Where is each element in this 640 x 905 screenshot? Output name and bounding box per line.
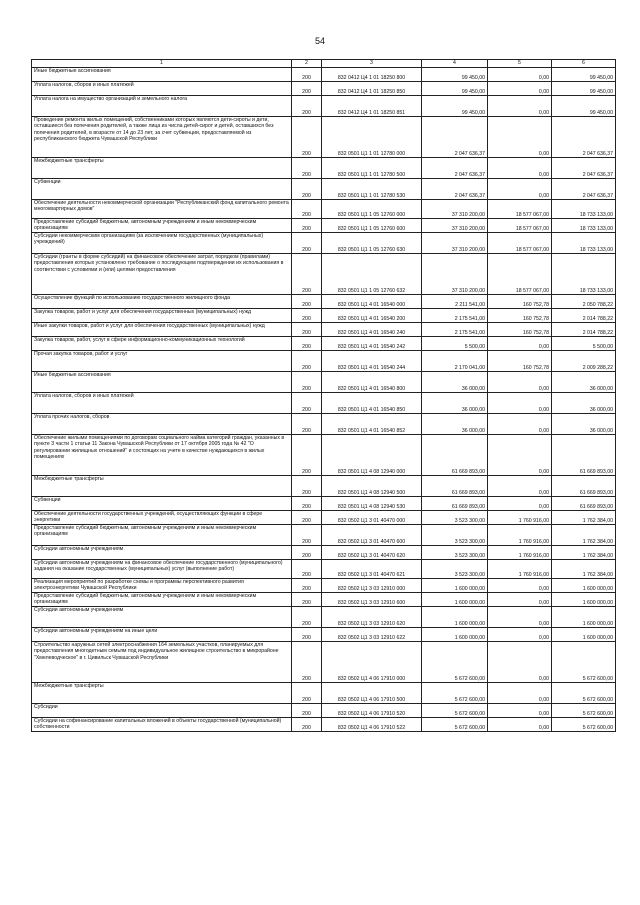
row-amount-col6: 61 669 893,00	[552, 497, 616, 511]
row-amount-col6: 1 762 384,00	[552, 511, 616, 525]
row-amount-col6: 36 000,00	[552, 393, 616, 414]
row-amount-col4: 61 669 893,00	[422, 497, 488, 511]
page-number: 54	[314, 36, 325, 46]
table-row	[32, 372, 616, 393]
row-code: 832 0501 Ц1 4 01 16540 242	[322, 337, 422, 351]
row-code: 832 0501 Ц1 4 01 16540 000	[322, 295, 422, 309]
row-amount-col5: 0,00	[488, 158, 552, 179]
row-amount-col4: 99 450,00	[422, 96, 488, 117]
table-row	[32, 560, 616, 579]
row-amount-col6: 61 669 893,00	[552, 435, 616, 476]
row-amount-col5: 1 760 916,00	[488, 546, 552, 560]
row-column-2: 200	[292, 323, 322, 337]
row-description: Межбюджетные трансферты	[32, 158, 292, 179]
row-description: Субсидии автономным учреждениям на финансовое обеспечение государственного (муниципального) задания на оказание государственных (муниципальных) услуг (выполнение работ)	[32, 560, 292, 579]
row-description: Уплата налогов, сборов и иных платежей	[32, 393, 292, 414]
row-amount-col4: 5 672 600,00	[422, 704, 488, 718]
row-column-2: 200	[292, 309, 322, 323]
row-amount-col5: 0,00	[488, 497, 552, 511]
row-amount-col4: 99 450,00	[422, 82, 488, 96]
row-amount-col4: 2 175 541,00	[422, 309, 488, 323]
row-amount-col6: 36 000,00	[552, 372, 616, 393]
row-description: Субвенции	[32, 179, 292, 200]
row-amount-col6: 1 762 384,00	[552, 525, 616, 546]
row-amount-col5: 0,00	[488, 683, 552, 704]
row-amount-col4: 2 211 541,00	[422, 295, 488, 309]
table-body	[32, 68, 616, 732]
row-amount-col4: 36 000,00	[422, 393, 488, 414]
row-description: Проведение ремонта жилых помещений, собственниками которых являются дети-сироты и дети, оставшиеся без попечения родителей, а также лица из числа детей-сирот и детей, оставшихся без попечения родителей, в возрасте от 14 до 23 лет, за счет субвенции, предоставляемой из республиканского бюджета Чувашской Республики	[32, 117, 292, 158]
row-code: 832 0502 Ц1 3 03 12910 600	[322, 593, 422, 607]
row-amount-col6: 18 733 133,00	[552, 219, 616, 233]
row-column-2: 200	[292, 200, 322, 219]
table-row	[32, 593, 616, 607]
row-code: 832 0501 Ц1 4 01 16540 800	[322, 372, 422, 393]
row-amount-col5: 0,00	[488, 96, 552, 117]
row-code: 832 0501 Ц1 4 08 12940 000	[322, 435, 422, 476]
row-description: Обеспечение деятельности некоммерческой организации "Республиканский фонд капитального ремонта многоквартирных домов"	[32, 200, 292, 219]
row-column-2: 200	[292, 704, 322, 718]
row-amount-col4: 37 310 200,00	[422, 254, 488, 295]
table-row	[32, 179, 616, 200]
row-amount-col5: 18 577 067,00	[488, 219, 552, 233]
row-column-2: 200	[292, 607, 322, 628]
row-description: Прочая закупка товаров, работ и услуг	[32, 351, 292, 372]
row-amount-col4: 36 000,00	[422, 414, 488, 435]
table-row	[32, 683, 616, 704]
row-amount-col4: 36 000,00	[422, 372, 488, 393]
row-amount-col4: 2 047 636,37	[422, 158, 488, 179]
row-amount-col5: 160 752,78	[488, 295, 552, 309]
row-amount-col5: 1 760 916,00	[488, 560, 552, 579]
row-amount-col6: 99 450,00	[552, 96, 616, 117]
row-amount-col4: 37 310 200,00	[422, 219, 488, 233]
table-row	[32, 82, 616, 96]
row-amount-col6: 1 600 000,00	[552, 579, 616, 593]
row-amount-col4: 1 600 000,00	[422, 593, 488, 607]
row-code: 832 0502 Ц1 4 06 17910 522	[322, 718, 422, 732]
row-code: 832 0501 Ц1 1 05 12760 600	[322, 219, 422, 233]
row-column-2: 200	[292, 546, 322, 560]
row-code: 832 0501 Ц1 1 05 12760 632	[322, 254, 422, 295]
row-description: Реализация мероприятий по разработке схемы и программы перспективного развития электроэнергетики Чувашской Республики	[32, 579, 292, 593]
row-description: Закупка товаров, работ, услуг в сфере информационно-коммуникационных технологий	[32, 337, 292, 351]
row-amount-col4: 5 500,00	[422, 337, 488, 351]
table-row	[32, 414, 616, 435]
row-column-2: 200	[292, 642, 322, 683]
row-column-2: 200	[292, 233, 322, 254]
row-amount-col4: 1 600 000,00	[422, 607, 488, 628]
row-description: Осуществление функций по использованию государственного жилищного фонда	[32, 295, 292, 309]
row-code: 832 0412 Ц4 1 01 18250 850	[322, 82, 422, 96]
row-code: 832 0501 Ц1 1 01 12780 500	[322, 158, 422, 179]
table-row	[32, 642, 616, 683]
row-amount-col5: 0,00	[488, 642, 552, 683]
row-amount-col6: 5 672 600,00	[552, 704, 616, 718]
row-amount-col5: 0,00	[488, 593, 552, 607]
table-row	[32, 718, 616, 732]
row-amount-col6: 18 733 133,00	[552, 254, 616, 295]
row-amount-col4: 5 672 600,00	[422, 642, 488, 683]
row-amount-col5: 18 577 067,00	[488, 200, 552, 219]
row-amount-col6: 2 009 288,22	[552, 351, 616, 372]
row-amount-col6: 99 450,00	[552, 82, 616, 96]
table-header	[32, 60, 616, 68]
row-column-2: 200	[292, 351, 322, 372]
row-description: Иные бюджетные ассигнования	[32, 372, 292, 393]
table-row	[32, 254, 616, 295]
row-code: 832 0501 Ц1 4 01 16540 850	[322, 393, 422, 414]
row-column-2: 200	[292, 158, 322, 179]
row-column-2: 200	[292, 476, 322, 497]
row-code: 832 0502 Ц1 3 03 12910 622	[322, 628, 422, 642]
row-amount-col5: 1 760 916,00	[488, 511, 552, 525]
row-amount-col6: 2 047 636,37	[552, 158, 616, 179]
row-column-2: 200	[292, 560, 322, 579]
table-row	[32, 309, 616, 323]
row-amount-col5: 0,00	[488, 82, 552, 96]
row-amount-col4: 3 523 300,00	[422, 511, 488, 525]
row-amount-col5: 0,00	[488, 628, 552, 642]
row-amount-col4: 1 600 000,00	[422, 579, 488, 593]
column-header-3: 3	[322, 60, 422, 68]
row-description: Иные закупки товаров, работ и услуг для обеспечения государственных (муниципальных) нужд	[32, 323, 292, 337]
row-description: Субсидии автономным учреждениям	[32, 607, 292, 628]
row-description: Уплата налогов, сборов и иных платежей	[32, 82, 292, 96]
row-column-2: 200	[292, 82, 322, 96]
table-row	[32, 158, 616, 179]
budget-table	[31, 59, 616, 732]
row-amount-col4: 2 047 636,37	[422, 179, 488, 200]
table-row	[32, 219, 616, 233]
row-code: 832 0502 Ц1 4 06 17910 000	[322, 642, 422, 683]
row-amount-col6: 2 047 636,37	[552, 179, 616, 200]
row-amount-col5: 0,00	[488, 718, 552, 732]
row-amount-col6: 1 600 000,00	[552, 628, 616, 642]
row-amount-col5: 160 752,78	[488, 351, 552, 372]
row-description: Обеспечение жилыми помещениями по договорам социального найма категорий граждан, указанных в пункте 3 части 1 статьи 11 Закона Чувашской Республики от 17 октября 2005 года № 42 "О регулировании жилищных отношений" и состоящих на учете в качестве нуждающихся в жилых помещениях	[32, 435, 292, 476]
row-amount-col4: 2 170 041,00	[422, 351, 488, 372]
row-column-2: 200	[292, 593, 322, 607]
row-amount-col6: 18 733 133,00	[552, 233, 616, 254]
row-amount-col5: 0,00	[488, 393, 552, 414]
row-amount-col5: 0,00	[488, 435, 552, 476]
row-code: 832 0501 Ц1 1 01 12780 530	[322, 179, 422, 200]
row-amount-col6: 61 669 893,00	[552, 476, 616, 497]
row-amount-col4: 61 669 893,00	[422, 476, 488, 497]
row-code: 832 0502 Ц1 4 06 17910 500	[322, 683, 422, 704]
row-code: 832 0501 Ц1 1 05 12760 000	[322, 200, 422, 219]
row-amount-col5: 18 577 067,00	[488, 254, 552, 295]
row-code: 832 0412 Ц4 1 01 18250 800	[322, 68, 422, 82]
row-code: 832 0501 Ц1 4 01 16540 852	[322, 414, 422, 435]
column-header-6: 6	[552, 60, 616, 68]
row-column-2: 200	[292, 435, 322, 476]
row-description: Предоставление субсидий бюджетным, автономным учреждениям и иным некоммерческим организациям	[32, 593, 292, 607]
row-column-2: 200	[292, 525, 322, 546]
column-header-2: 2	[292, 60, 322, 68]
row-amount-col4: 3 523 300,00	[422, 560, 488, 579]
row-column-2: 200	[292, 96, 322, 117]
row-column-2: 200	[292, 337, 322, 351]
row-amount-col6: 2 050 788,22	[552, 295, 616, 309]
row-description: Субсидии некоммерческим организациям (за исключением государственных (муниципальных) учреждений)	[32, 233, 292, 254]
table-row	[32, 68, 616, 82]
table-row	[32, 393, 616, 414]
table-row	[32, 525, 616, 546]
row-amount-col5: 0,00	[488, 579, 552, 593]
row-column-2: 200	[292, 628, 322, 642]
row-amount-col4: 1 600 000,00	[422, 628, 488, 642]
table-row	[32, 337, 616, 351]
row-amount-col6: 99 450,00	[552, 68, 616, 82]
row-code: 832 0501 Ц1 4 01 16540 240	[322, 323, 422, 337]
table-row	[32, 546, 616, 560]
row-amount-col6: 5 672 600,00	[552, 683, 616, 704]
table-row	[32, 117, 616, 158]
row-amount-col4: 2 047 636,37	[422, 117, 488, 158]
row-code: 832 0501 Ц1 4 01 16540 200	[322, 309, 422, 323]
row-amount-col6: 1 762 384,00	[552, 546, 616, 560]
row-code: 832 0501 Ц1 4 08 12940 530	[322, 497, 422, 511]
row-description: Межбюджетные трансферты	[32, 683, 292, 704]
table-row	[32, 233, 616, 254]
table-row	[32, 497, 616, 511]
row-description: Субсидии автономным учреждениям на иные цели	[32, 628, 292, 642]
column-header-1: 1	[32, 60, 292, 68]
row-description: Субвенции	[32, 497, 292, 511]
row-amount-col6: 18 733 133,00	[552, 200, 616, 219]
row-description: Субсидии (гранты в форме субсидий) на финансовое обеспечение затрат, порядком (правилами) предоставления которых установлено требование о последующем подтверждении их использования в соответствии с условиями и (или) целями предоставления	[32, 254, 292, 295]
row-column-2: 200	[292, 295, 322, 309]
row-description: Обеспечение деятельности государственных учреждений, осуществляющих функции в сфере энергетики	[32, 511, 292, 525]
row-column-2: 200	[292, 579, 322, 593]
row-column-2: 200	[292, 372, 322, 393]
table-row	[32, 511, 616, 525]
row-column-2: 200	[292, 117, 322, 158]
row-amount-col6: 1 600 000,00	[552, 607, 616, 628]
row-amount-col4: 5 672 600,00	[422, 683, 488, 704]
row-description: Субсидии на софинансирование капитальных вложений в объекты государственной (муниципальной) собственности	[32, 718, 292, 732]
row-amount-col5: 0,00	[488, 337, 552, 351]
row-code: 832 0502 Ц1 3 01 40470 600	[322, 525, 422, 546]
row-amount-col4: 3 523 300,00	[422, 546, 488, 560]
row-code: 832 0501 Ц1 4 08 12940 500	[322, 476, 422, 497]
row-amount-col5: 0,00	[488, 179, 552, 200]
row-amount-col5: 0,00	[488, 68, 552, 82]
row-amount-col4: 99 450,00	[422, 68, 488, 82]
row-amount-col5: 0,00	[488, 117, 552, 158]
row-amount-col6: 1 762 384,00	[552, 560, 616, 579]
table-row	[32, 295, 616, 309]
table-row	[32, 476, 616, 497]
row-description: Субсидии	[32, 704, 292, 718]
row-code: 832 0502 Ц1 3 03 12910 000	[322, 579, 422, 593]
table-row	[32, 351, 616, 372]
row-column-2: 200	[292, 219, 322, 233]
row-amount-col4: 61 669 893,00	[422, 435, 488, 476]
row-amount-col5: 160 752,78	[488, 309, 552, 323]
row-description: Субсидии автономным учреждениям	[32, 546, 292, 560]
row-code: 832 0502 Ц1 3 01 40470 621	[322, 560, 422, 579]
row-code: 832 0502 Ц1 3 01 40470 620	[322, 546, 422, 560]
row-code: 832 0502 Ц1 4 06 17910 520	[322, 704, 422, 718]
table-row	[32, 579, 616, 593]
table-row	[32, 704, 616, 718]
row-amount-col4: 2 175 541,00	[422, 323, 488, 337]
row-column-2: 200	[292, 68, 322, 82]
row-amount-col6: 5 672 600,00	[552, 718, 616, 732]
row-column-2: 200	[292, 718, 322, 732]
table-row	[32, 435, 616, 476]
row-column-2: 200	[292, 511, 322, 525]
row-amount-col6: 5 672 600,00	[552, 642, 616, 683]
row-description: Уплата прочих налогов, сборов	[32, 414, 292, 435]
row-amount-col6: 2 047 636,37	[552, 117, 616, 158]
row-description: Иные бюджетные ассигнования	[32, 68, 292, 82]
row-description: Межбюджетные трансферты	[32, 476, 292, 497]
row-code: 832 0502 Ц1 3 03 12910 620	[322, 607, 422, 628]
row-amount-col5: 0,00	[488, 476, 552, 497]
row-column-2: 200	[292, 393, 322, 414]
row-amount-col4: 3 523 300,00	[422, 525, 488, 546]
row-code: 832 0501 Ц1 4 01 16540 244	[322, 351, 422, 372]
table-row	[32, 628, 616, 642]
row-amount-col6: 1 600 000,00	[552, 593, 616, 607]
row-amount-col5: 0,00	[488, 372, 552, 393]
row-amount-col4: 37 310 200,00	[422, 200, 488, 219]
row-column-2: 200	[292, 254, 322, 295]
row-description: Предоставление субсидий бюджетным, автономным учреждениям и иным некоммерческим организациям	[32, 219, 292, 233]
row-amount-col5: 1 760 916,00	[488, 525, 552, 546]
row-code: 832 0502 Ц1 3 01 40470 000	[322, 511, 422, 525]
row-amount-col5: 18 577 067,00	[488, 233, 552, 254]
column-header-4: 4	[422, 60, 488, 68]
header-row	[32, 60, 616, 68]
row-amount-col6: 36 000,00	[552, 414, 616, 435]
row-description: Строительство наружных сетей электроснабжения 164 земельных участков, планируемых для предоставления многодетным семьям под индивидуальное жилищное строительство в микрорайоне "Хмелеводческое" в г. Цивильск Чувашской Республики	[32, 642, 292, 683]
row-amount-col5: 0,00	[488, 704, 552, 718]
row-amount-col4: 5 672 600,00	[422, 718, 488, 732]
row-amount-col6: 2 014 788,22	[552, 309, 616, 323]
row-amount-col6: 2 014 788,22	[552, 323, 616, 337]
row-description: Уплата налога на имущество организаций и земельного налога	[32, 96, 292, 117]
row-code: 832 0412 Ц4 1 01 18250 851	[322, 96, 422, 117]
row-code: 832 0501 Ц1 1 01 12780 000	[322, 117, 422, 158]
row-column-2: 200	[292, 683, 322, 704]
row-amount-col5: 160 752,78	[488, 323, 552, 337]
row-code: 832 0501 Ц1 1 05 12760 630	[322, 233, 422, 254]
row-column-2: 200	[292, 179, 322, 200]
row-amount-col6: 5 500,00	[552, 337, 616, 351]
table-row	[32, 200, 616, 219]
row-amount-col4: 37 310 200,00	[422, 233, 488, 254]
table-row	[32, 96, 616, 117]
row-description: Закупка товаров, работ и услуг для обеспечения государственных (муниципальных) нужд	[32, 309, 292, 323]
row-description: Предоставление субсидий бюджетным, автономным учреждениям и иным некоммерческим организациям	[32, 525, 292, 546]
row-column-2: 200	[292, 414, 322, 435]
row-amount-col5: 0,00	[488, 607, 552, 628]
column-header-5: 5	[488, 60, 552, 68]
table-row	[32, 323, 616, 337]
row-column-2: 200	[292, 497, 322, 511]
row-amount-col5: 0,00	[488, 414, 552, 435]
table-row	[32, 607, 616, 628]
